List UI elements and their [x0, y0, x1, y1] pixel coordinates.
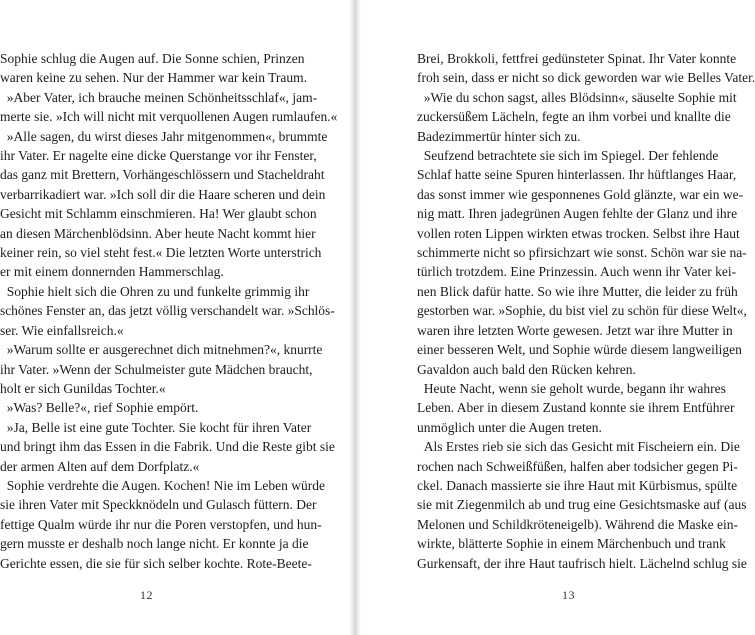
left-page-text [0, 49, 338, 573]
text-line: der armen Alten auf dem Dorfplatz.« [0, 458, 200, 474]
text-line: waren ihre letzten Worte gewesen. Jetzt war ihre Mutter in [417, 322, 733, 338]
text-line: Schlaf hatte seine Spuren hinterlassen. Ihr hüftlanges Haar, [417, 167, 737, 183]
text-line: Sophie schlug die Augen auf. Die Sonne schien, Prinzen [0, 51, 305, 66]
text-line: rochen nach Schweißfüßen, halfen aber todsicher gegen Pi- [417, 458, 738, 474]
left-page-number: 12 [140, 588, 153, 602]
right-page-text [417, 49, 755, 573]
text-line: gern musste er deshalb noch lange nicht. Er konnte ja die [0, 536, 309, 552]
text-line: türlich trotzdem. Eine Prinzessin. Auch wenn ihr Vater kei- [417, 264, 737, 280]
text-line: Gavaldon auch bald den Rücken kehren. [417, 361, 636, 377]
text-line: »Aber Vater, ich brauche meinen Schönheitsschlaf«, jam- [0, 89, 318, 105]
text-line: verbarrikadiert war. »Ich soll dir die Haare scheren und dein [0, 186, 326, 202]
text-line: schimmerte nicht so pfirsichzart wie sonst. Schön war sie na- [417, 245, 747, 261]
text-line: Leben. Aber in diesem Zustand konnte sie ihrem Entführer [417, 400, 735, 416]
text-line: Als Erstes rieb sie sich das Gesicht mit Fischeiern ein. Die [417, 439, 740, 455]
right-page-number: 13 [562, 588, 575, 602]
text-line: waren keine zu sehen. Nur der Hammer war kein Traum. [0, 70, 308, 86]
text-line: er mit einem donnernden Hammerschlag. [0, 264, 224, 280]
text-line: Brei, Brokkoli, fettfrei gedünsteter Spinat. Ihr Vater konnte [417, 51, 737, 66]
text-line: »Ja, Belle ist eine gute Tochter. Sie kocht für ihren Vater [0, 419, 312, 435]
text-line: Sophie verdrehte die Augen. Kochen! Nie im Leben würde [0, 477, 326, 493]
text-line: nen Blick dafür hatte. So wie ihre Mutter, die leider zu früh [417, 283, 738, 299]
text-line: vollen roten Lippen wirkten etwas trocken. Selbst ihre Haut [417, 225, 740, 241]
text-line: Seufzend betrachtete sie sich im Spiegel. Der fehlende [417, 148, 719, 164]
text-line: an diesen Märchenblödsinn. Aber heute Nacht kommt hier [0, 225, 316, 241]
text-line: Heute Nacht, wenn sie geholt wurde, begann ihr wahres [417, 380, 726, 396]
text-line: ckel. Danach massierte sie ihre Haut mit Kürbismus, spülte [417, 477, 738, 493]
text-line: sie mit Ziegenmilch ab und trug eine Gesichtsmaske auf (aus [417, 497, 747, 513]
text-line: Sophie hielt sich die Ohren zu und funkelte grimmig ihr [0, 283, 310, 299]
text-line: Gerichte essen, die sie für sich selber kochte. Rote-Beete- [0, 555, 312, 571]
text-line: Badezimmertür hinter sich zu. [417, 128, 581, 144]
text-line: sie ihren Vater mit Speckknödeln und Gulasch füttern. Der [0, 497, 317, 513]
text-line: nig matt. Ihren jadegrünen Augen fehlte der Glanz und ihre [417, 206, 738, 222]
text-line: holt er sich Gunildas Tochter.« [0, 380, 166, 396]
text-line: »Was? Belle?«, rief Sophie empört. [0, 400, 199, 416]
text-line: und bringt ihm das Essen in die Fabrik. Und die Reste gibt sie [0, 439, 335, 455]
text-line: ihr Vater. Er nagelte eine dicke Querstange vor ihr Fenster, [0, 148, 317, 164]
text-line: das ganz mit Brettern, Vorhängeschlössern und Stacheldraht [0, 167, 325, 183]
text-line: fettige Qualm würde ihr nur die Poren verstopfen, und hun- [0, 516, 322, 532]
text-line: merte sie. »Ich will nicht mit verquollenen Augen rumlaufen.« [0, 109, 338, 125]
text-line: ihr Vater. »Wenn der Schulmeister gute Mädchen braucht, [0, 361, 313, 377]
text-line: das sonst immer wie gesponnenes Gold glänzte, war ein we- [417, 186, 744, 202]
text-line: einer besseren Welt, und Sophie würde diesem langweiligen [417, 342, 742, 358]
text-line: gestorben war. »Sophie, du bist viel zu schön für diese Welt«, [417, 303, 747, 319]
book-gutter [349, 0, 361, 635]
text-line: »Alle sagen, du wirst dieses Jahr mitgenommen«, brummte [0, 128, 328, 144]
text-line: »Wie du schon sagst, alles Blödsinn«, säuselte Sophie mit [417, 89, 737, 105]
text-line: Gurkensaft, der ihre Haut taufrisch hielt. Lächelnd schlug sie [417, 555, 747, 571]
text-line: zuckersüßem Lächeln, fegte an ihm vorbei und knallte die [417, 109, 731, 125]
text-line: unmöglich unter die Augen treten. [417, 419, 602, 435]
text-line: Melonen und Schildkröteneigelb). Während die Maske ein- [417, 516, 739, 532]
left-page [0, 0, 349, 635]
text-line: wirkte, blätterte Sophie in einem Märchenbuch und trank [417, 536, 726, 552]
text-line: keiner rein, so viel steht fest.« Die letzten Worte unterstrich [0, 245, 322, 261]
text-line: ser. Wie einfallsreich.« [0, 322, 124, 338]
text-line: Gesicht mit Schlamm einschmieren. Ha! Wer glaubt schon [0, 206, 317, 222]
text-line: schönes Fenster an, das jetzt völlig verschandelt war. »Schlös- [0, 303, 335, 319]
right-page [361, 0, 755, 635]
text-line: »Warum sollte er ausgerechnet dich mitnehmen?«, knurrte [0, 342, 323, 358]
text-line: froh sein, dass er nicht so dick geworden war wie Belles Vater. [417, 70, 755, 86]
